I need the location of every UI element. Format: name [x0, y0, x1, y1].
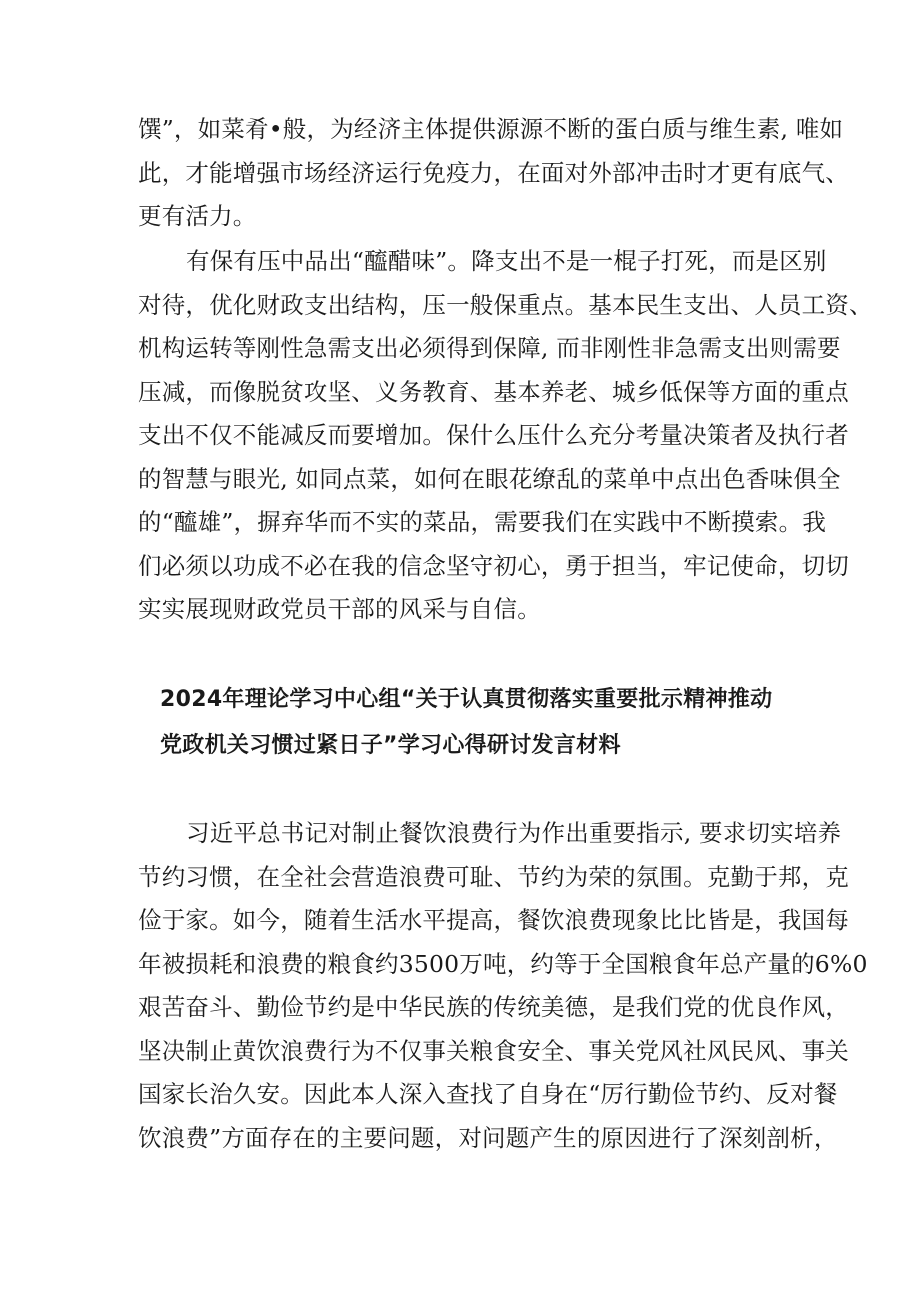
text-line: 馔”，如菜肴•般，为经济主体提供源源不断的蛋白质与维生素, 唯如: [138, 115, 844, 143]
text-line: 此，才能增强市场经济运行免疫力，在面对外部冲击时才更有底气、: [138, 158, 849, 187]
text-line: 艰苦奋斗、勤俭节约是中华民族的传统美德，是我们党的优良作风，: [138, 993, 849, 1021]
text-line: 实实展现财政党员干部的风采与自信。: [138, 595, 541, 623]
text-line: 节约习惯，在全社会营造浪费可耻、节约为荣的氛围。克勤于邦，克: [138, 862, 849, 891]
text-line: 的“醯雄”，摒弃华而不实的菜品，需要我们在实践中不断摸索。我: [138, 508, 827, 536]
text-line: 年被损耗和浪费的粮食约3500万吨，约等于全国粮食年总产量的6%0: [138, 949, 868, 978]
text-line: 更有活力。: [138, 202, 257, 230]
text-line: 们必须以功成不必在我的信念坚守初心，勇于担当，牢记使命，切切: [138, 551, 849, 580]
text-line: 饮浪费”方面存在的主要问题，对问题产生的原因进行了深刻剖析，: [138, 1123, 838, 1152]
text-line: 对待，优化财政支出结构，压一般保重点。基本民生支出、人员工资、: [138, 290, 873, 319]
text-line: 习近平总书记对制止餐饮浪费行为作出重要指示, 要求切实培养: [186, 819, 842, 847]
text-line: 俭于家。如今，随着生活水平提高，餐饮浪费现象比比皆是，我国每: [138, 906, 849, 934]
text-line: 机构运转等刚性急需支出必须得到保障, 而非刚性非急需支出则需要: [138, 334, 841, 362]
text-line: 国家长治久安。因此本人深入查找了自身在“厉行勤俭节约、反对餐: [138, 1080, 838, 1108]
text-line: 的智慧与眼光, 如同点菜，如何在眼花缭乱的菜单中点出色香味俱全: [138, 464, 841, 493]
text-line: 支出不仅不能减反而要增加。保什么压什么充分考量决策者及执行者: [138, 421, 849, 449]
text-line: 坚决制止黄饮浪费行为不仅事关粮食安全、事关党风社风民风、事关: [138, 1036, 849, 1065]
title-line: 党政机关习惯过紧日子”学习心得研讨发言材料: [160, 733, 621, 758]
text-line: 压减，而像脱贫攻坚、义务教育、基本养老、城乡低保等方面的重点: [138, 377, 849, 406]
text-line: 有保有压中品出“醯醋味”。降支出不是一棍子打死，而是区别: [186, 247, 827, 275]
section-title: [160, 677, 780, 769]
paragraph-food-waste: [138, 812, 868, 1160]
paragraph-budget-priorities: [138, 240, 873, 632]
title-line: 2024年理论学习中心组“关于认真贯彻落实重要批示精神推动: [160, 687, 773, 712]
paragraph-continuation: [138, 108, 849, 239]
